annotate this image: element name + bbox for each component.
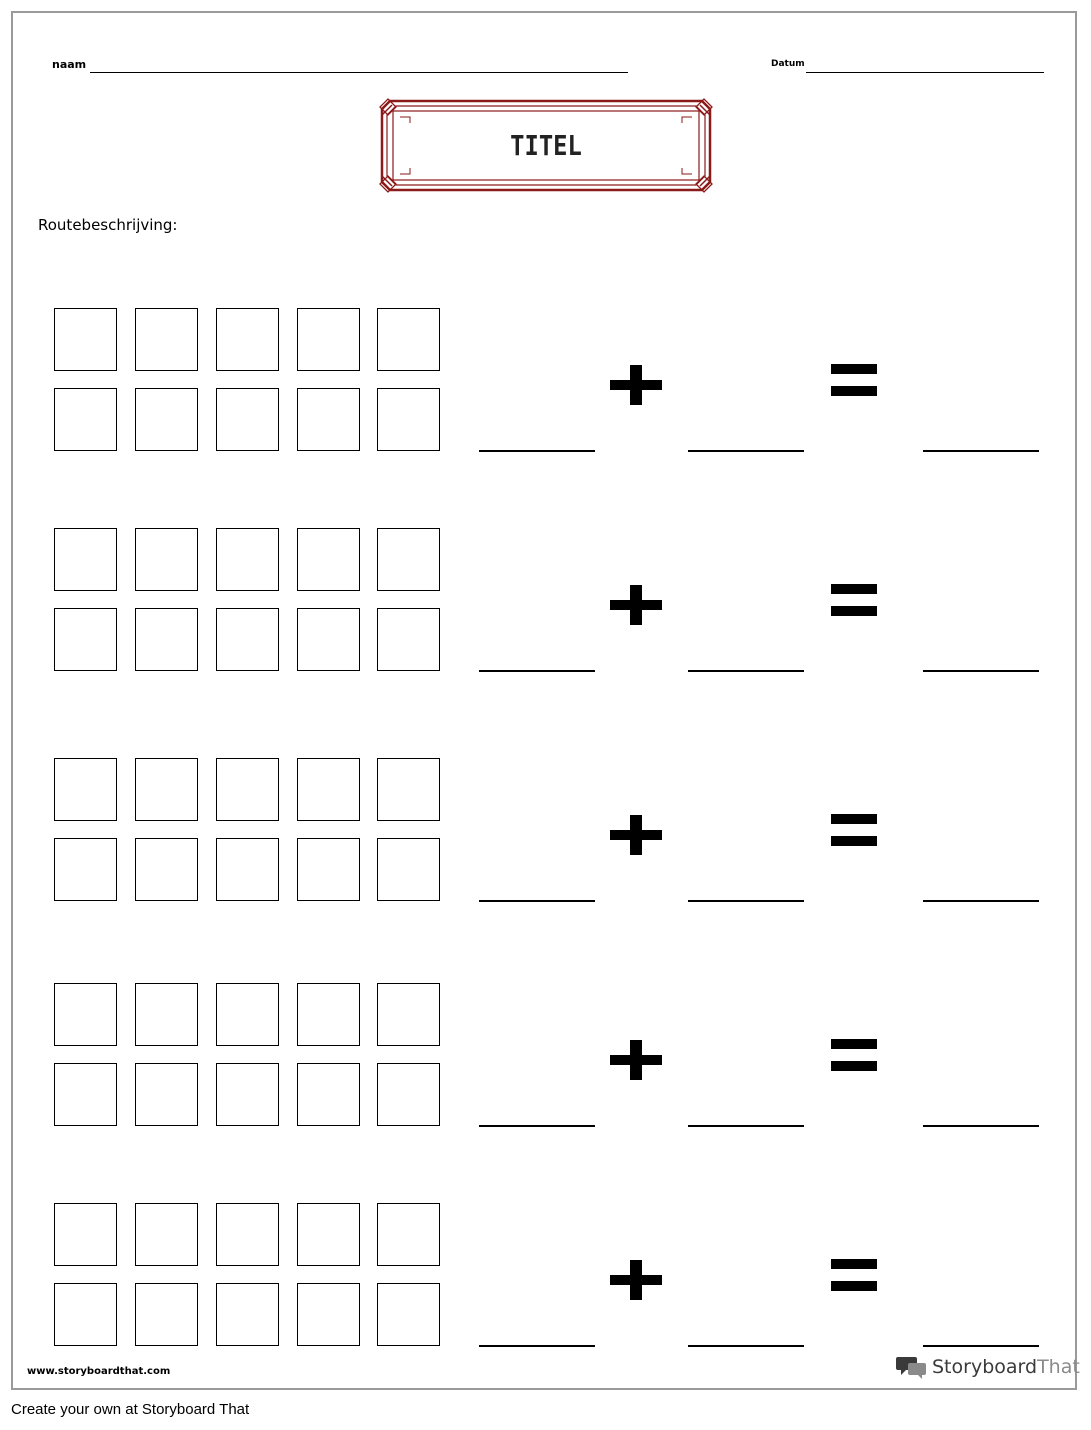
counting-box[interactable]: [297, 838, 360, 901]
counting-box[interactable]: [54, 388, 117, 451]
counting-box[interactable]: [54, 308, 117, 371]
counting-box[interactable]: [216, 528, 279, 591]
counting-box[interactable]: [135, 1063, 198, 1126]
counting-box[interactable]: [135, 758, 198, 821]
footer-url: www.storyboardthat.com: [27, 1366, 171, 1377]
counting-box[interactable]: [297, 528, 360, 591]
counting-box[interactable]: [377, 758, 440, 821]
date-field[interactable]: [806, 72, 1044, 73]
counting-box[interactable]: [216, 838, 279, 901]
equals-sign-icon: [831, 1259, 877, 1293]
directions-label: Routebeschrijving:: [38, 216, 178, 234]
counting-box[interactable]: [216, 388, 279, 451]
counting-box[interactable]: [377, 528, 440, 591]
storyboardthat-logo: [896, 1353, 1080, 1381]
counting-box[interactable]: [135, 983, 198, 1046]
plus-sign-icon: [610, 585, 662, 625]
plus-sign-icon: [610, 365, 662, 405]
equals-sign-icon: [831, 814, 877, 848]
counting-box[interactable]: [216, 308, 279, 371]
counting-box[interactable]: [216, 983, 279, 1046]
counting-box[interactable]: [54, 528, 117, 591]
name-label: naam: [52, 58, 87, 71]
counting-box[interactable]: [297, 1063, 360, 1126]
date-label: Datum: [771, 59, 805, 69]
sum-blank[interactable]: [923, 1345, 1039, 1347]
counting-box[interactable]: [216, 758, 279, 821]
counting-box[interactable]: [377, 308, 440, 371]
counting-box[interactable]: [377, 1063, 440, 1126]
addend-1-blank[interactable]: [479, 1125, 595, 1127]
problem-row: [0, 758, 1091, 908]
addend-1-blank[interactable]: [479, 900, 595, 902]
create-your-own-link[interactable]: Create your own at Storyboard That: [11, 1401, 250, 1418]
plus-sign-icon: [610, 815, 662, 855]
counting-box[interactable]: [216, 1203, 279, 1266]
counting-box[interactable]: [297, 758, 360, 821]
counting-box[interactable]: [377, 608, 440, 671]
addend-1-blank[interactable]: [479, 670, 595, 672]
counting-box[interactable]: [54, 983, 117, 1046]
counting-box[interactable]: [135, 608, 198, 671]
counting-box[interactable]: [377, 388, 440, 451]
counting-box[interactable]: [377, 838, 440, 901]
counting-box[interactable]: [54, 1063, 117, 1126]
counting-box[interactable]: [297, 308, 360, 371]
brand-name: Storyboard: [932, 1356, 1038, 1378]
counting-box[interactable]: [135, 308, 198, 371]
counting-box[interactable]: [377, 1283, 440, 1346]
counting-box[interactable]: [297, 608, 360, 671]
equals-sign-icon: [831, 364, 877, 398]
plus-sign-icon: [610, 1040, 662, 1080]
addend-2-blank[interactable]: [688, 670, 804, 672]
addend-2-blank[interactable]: [688, 900, 804, 902]
counting-box[interactable]: [297, 1283, 360, 1346]
counting-box[interactable]: [54, 1283, 117, 1346]
sum-blank[interactable]: [923, 900, 1039, 902]
counting-box[interactable]: [297, 983, 360, 1046]
addend-2-blank[interactable]: [688, 1125, 804, 1127]
counting-box[interactable]: [377, 983, 440, 1046]
counting-box[interactable]: [54, 838, 117, 901]
problem-row: [0, 1203, 1091, 1353]
counting-box[interactable]: [297, 388, 360, 451]
problem-row: [0, 983, 1091, 1133]
problem-row: [0, 308, 1091, 458]
counting-box[interactable]: [216, 608, 279, 671]
speech-bubbles-icon: [896, 1354, 928, 1380]
brand-name-suffix: That: [1037, 1356, 1080, 1378]
sum-blank[interactable]: [923, 670, 1039, 672]
counting-box[interactable]: [135, 1283, 198, 1346]
addend-1-blank[interactable]: [479, 1345, 595, 1347]
counting-box[interactable]: [216, 1283, 279, 1346]
counting-box[interactable]: [135, 388, 198, 451]
counting-box[interactable]: [377, 1203, 440, 1266]
equals-sign-icon: [831, 584, 877, 618]
counting-box[interactable]: [54, 1203, 117, 1266]
plus-sign-icon: [610, 1260, 662, 1300]
name-field[interactable]: [90, 72, 628, 73]
worksheet-title[interactable]: TITEL: [510, 129, 582, 162]
counting-box[interactable]: [297, 1203, 360, 1266]
equals-sign-icon: [831, 1039, 877, 1073]
title-banner: [378, 97, 714, 194]
problem-row: [0, 528, 1091, 678]
counting-box[interactable]: [135, 1203, 198, 1266]
addend-2-blank[interactable]: [688, 1345, 804, 1347]
counting-box[interactable]: [135, 528, 198, 591]
counting-box[interactable]: [135, 838, 198, 901]
counting-box[interactable]: [54, 758, 117, 821]
sum-blank[interactable]: [923, 450, 1039, 452]
addend-1-blank[interactable]: [479, 450, 595, 452]
addend-2-blank[interactable]: [688, 450, 804, 452]
counting-box[interactable]: [54, 608, 117, 671]
counting-box[interactable]: [216, 1063, 279, 1126]
sum-blank[interactable]: [923, 1125, 1039, 1127]
